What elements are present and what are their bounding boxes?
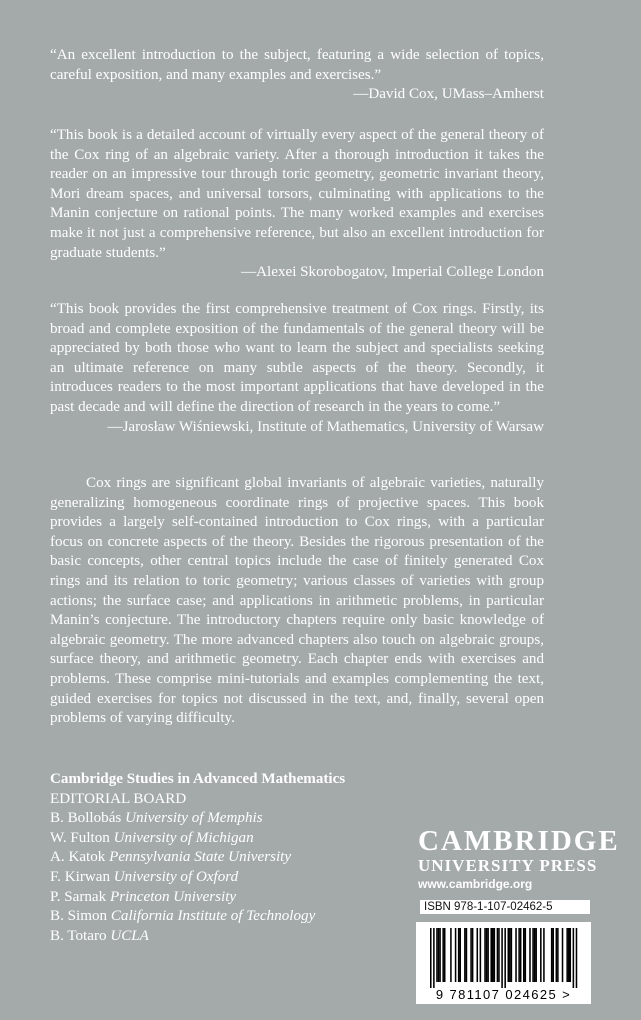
barcode-bar (515, 928, 517, 982)
barcode-bar (523, 928, 525, 982)
barcode-bar (455, 928, 457, 982)
quote-text: “This book provides the first comprehensive treatment of Cox rings. Firstly, its broad and complete exposition of the fundamentals of the general theory will be appreciated by both those who want to learn the subject and specialists seeking an ultimate reference on many subtle aspects of the theory. Secondly, it introduces readers to the most important applications that have developed in the past decade and will define the direction of research in the years to come.” (50, 301, 544, 415)
barcode-bar (430, 928, 432, 988)
barcode (416, 922, 591, 1004)
barcode-bar (552, 928, 554, 982)
barcode-bar (492, 928, 494, 982)
barcode-bar (557, 928, 559, 982)
barcode-bar (464, 928, 466, 982)
barcode-bar (556, 928, 558, 982)
review-quote-2 (50, 126, 544, 283)
barcode-bar (576, 928, 578, 988)
barcode-bar (562, 928, 564, 982)
editor-entry (50, 907, 390, 927)
series-title: Cambridge Studies in Advanced Mathematics (50, 771, 346, 787)
review-quote-1 (50, 46, 544, 105)
barcode-bars (416, 924, 591, 988)
barcode-bar (498, 928, 500, 982)
editor-affiliation: California Institute of Technology (110, 908, 316, 925)
editor-name: B. Simon (50, 908, 108, 925)
editor-affiliation: UCLA (110, 927, 149, 944)
publisher-logo (418, 825, 620, 892)
barcode-bar (529, 928, 531, 982)
editor-name: W. Fulton (50, 829, 110, 846)
editor-entry (50, 888, 390, 908)
barcode-bar (490, 928, 492, 982)
isbn-label: ISBN 978-1-107-02462-5 (420, 900, 590, 914)
barcode-bar (494, 928, 496, 982)
barcode-bar (573, 928, 575, 988)
editor-entry (50, 868, 390, 888)
editor-affiliation: Princeton University (109, 888, 237, 905)
barcode-bar (470, 928, 472, 982)
editor-name: P. Sarnak (50, 888, 107, 905)
barcode-bar (525, 928, 527, 982)
barcode-bar (509, 928, 511, 982)
barcode-bar (439, 928, 441, 982)
barcode-bar (472, 928, 474, 982)
editorial-board-label: EDITORIAL BOARD (50, 790, 187, 807)
editor-entry (50, 809, 390, 829)
review-quote-3 (50, 300, 544, 437)
editor-entry (50, 927, 390, 947)
barcode-bar (540, 928, 542, 982)
barcode-bar (486, 928, 488, 982)
barcode-bar (508, 928, 510, 982)
barcode-bar (543, 928, 545, 982)
barcode-bar (511, 928, 513, 982)
barcode-bar (504, 928, 506, 988)
barcode-bar (520, 928, 522, 982)
editor-affiliation: Pennsylvania State University (109, 849, 292, 866)
barcode-bar (459, 928, 461, 982)
editor-affiliation: University of Michigan (113, 829, 254, 846)
barcode-bar (436, 928, 438, 982)
barcode-bar (535, 928, 537, 982)
editor-name: F. Kirwan (50, 868, 110, 885)
quote-attribution: —David Cox, UMass–Amherst (353, 86, 544, 103)
editor-entry (50, 829, 390, 849)
barcode-bar (570, 928, 572, 982)
publisher-press: UNIVERSITY PRESS (418, 856, 598, 875)
barcode-bar (466, 928, 468, 982)
editorial-board (50, 770, 390, 946)
barcode-bar (501, 928, 503, 988)
barcode-bar (450, 928, 452, 982)
quote-attribution: —Jarosław Wiśniewski, Institute of Mathematics, University of Warsaw (107, 418, 544, 435)
barcode-bar (433, 928, 435, 988)
editor-entry (50, 848, 390, 868)
quote-attribution: —Alexei Skorobogatov, Imperial College London (241, 264, 544, 281)
editor-name: B. Totaro (50, 927, 107, 944)
publisher-name: CAMBRIDGE (418, 825, 620, 857)
quote-text: “An excellent introduction to the subject, featuring a wide selection of topics, careful exposition, and many examples and exercises.” (50, 47, 544, 83)
barcode-bar (568, 928, 570, 982)
barcode-bar (534, 928, 536, 982)
editor-name: B. Bollobás (50, 810, 122, 827)
editor-affiliation: University of Memphis (125, 810, 263, 827)
barcode-bar (497, 928, 499, 982)
publisher-website: www.cambridge.org (418, 877, 533, 891)
editor-affiliation: University of Oxford (113, 868, 239, 885)
barcode-number: 9 781107 024625 > (435, 987, 572, 1002)
barcode-bar (458, 928, 460, 982)
barcode-bar (484, 928, 486, 982)
barcode-bar (532, 928, 534, 982)
barcode-bar (551, 928, 553, 982)
barcode-bar (438, 928, 440, 982)
barcode-bar (566, 928, 568, 982)
barcode-bar (442, 928, 444, 982)
barcode-bar (487, 928, 489, 982)
barcode-bar (444, 928, 446, 982)
quote-text: “This book is a detailed account of virtually every aspect of the general theory of the Cox ring of an algebraic variety. After a thorough introduction it takes the reader on an impressive tour through toric geometry, geometric invariant theory, Mori dream spaces, and universal torsors, culminating with applications to the Manin conjecture on rational points. The many worked examples and exercises make it not just a comprehensive reference, but also an excellent introduction for graduate students.” (50, 127, 544, 261)
barcode-bar (477, 928, 479, 982)
barcode-bar (480, 928, 482, 982)
barcode-bar (518, 928, 520, 982)
editor-name: A. Katok (50, 849, 106, 866)
book-description: Cox rings are significant global invariants of algebraic varieties, naturally generalizing homogeneous coordinate rings of projective spaces. This book provides a largely self-contained introduction to Cox rings, with a particular focus on concrete aspects of the theory. Besides the rigorous presentation of the basic concepts, other central topics include the case of finitely generated Cox rings and its relation to toric geometry; various classes of varieties with group actions; the surface case; and applications in arithmetic problems, in particular Manin’s conjecture. The introductory chapters require only basic knowledge of algebraic geometry. The more advanced chapters also touch on algebraic groups, surface theory, and arithmetic geometry. Each chapter ends with exercises and problems. These comprise mini-tutorials and examples complementing the text, guided exercises for topics not discussed in the text, and, finally, several open problems of varying difficulty. (50, 475, 544, 727)
